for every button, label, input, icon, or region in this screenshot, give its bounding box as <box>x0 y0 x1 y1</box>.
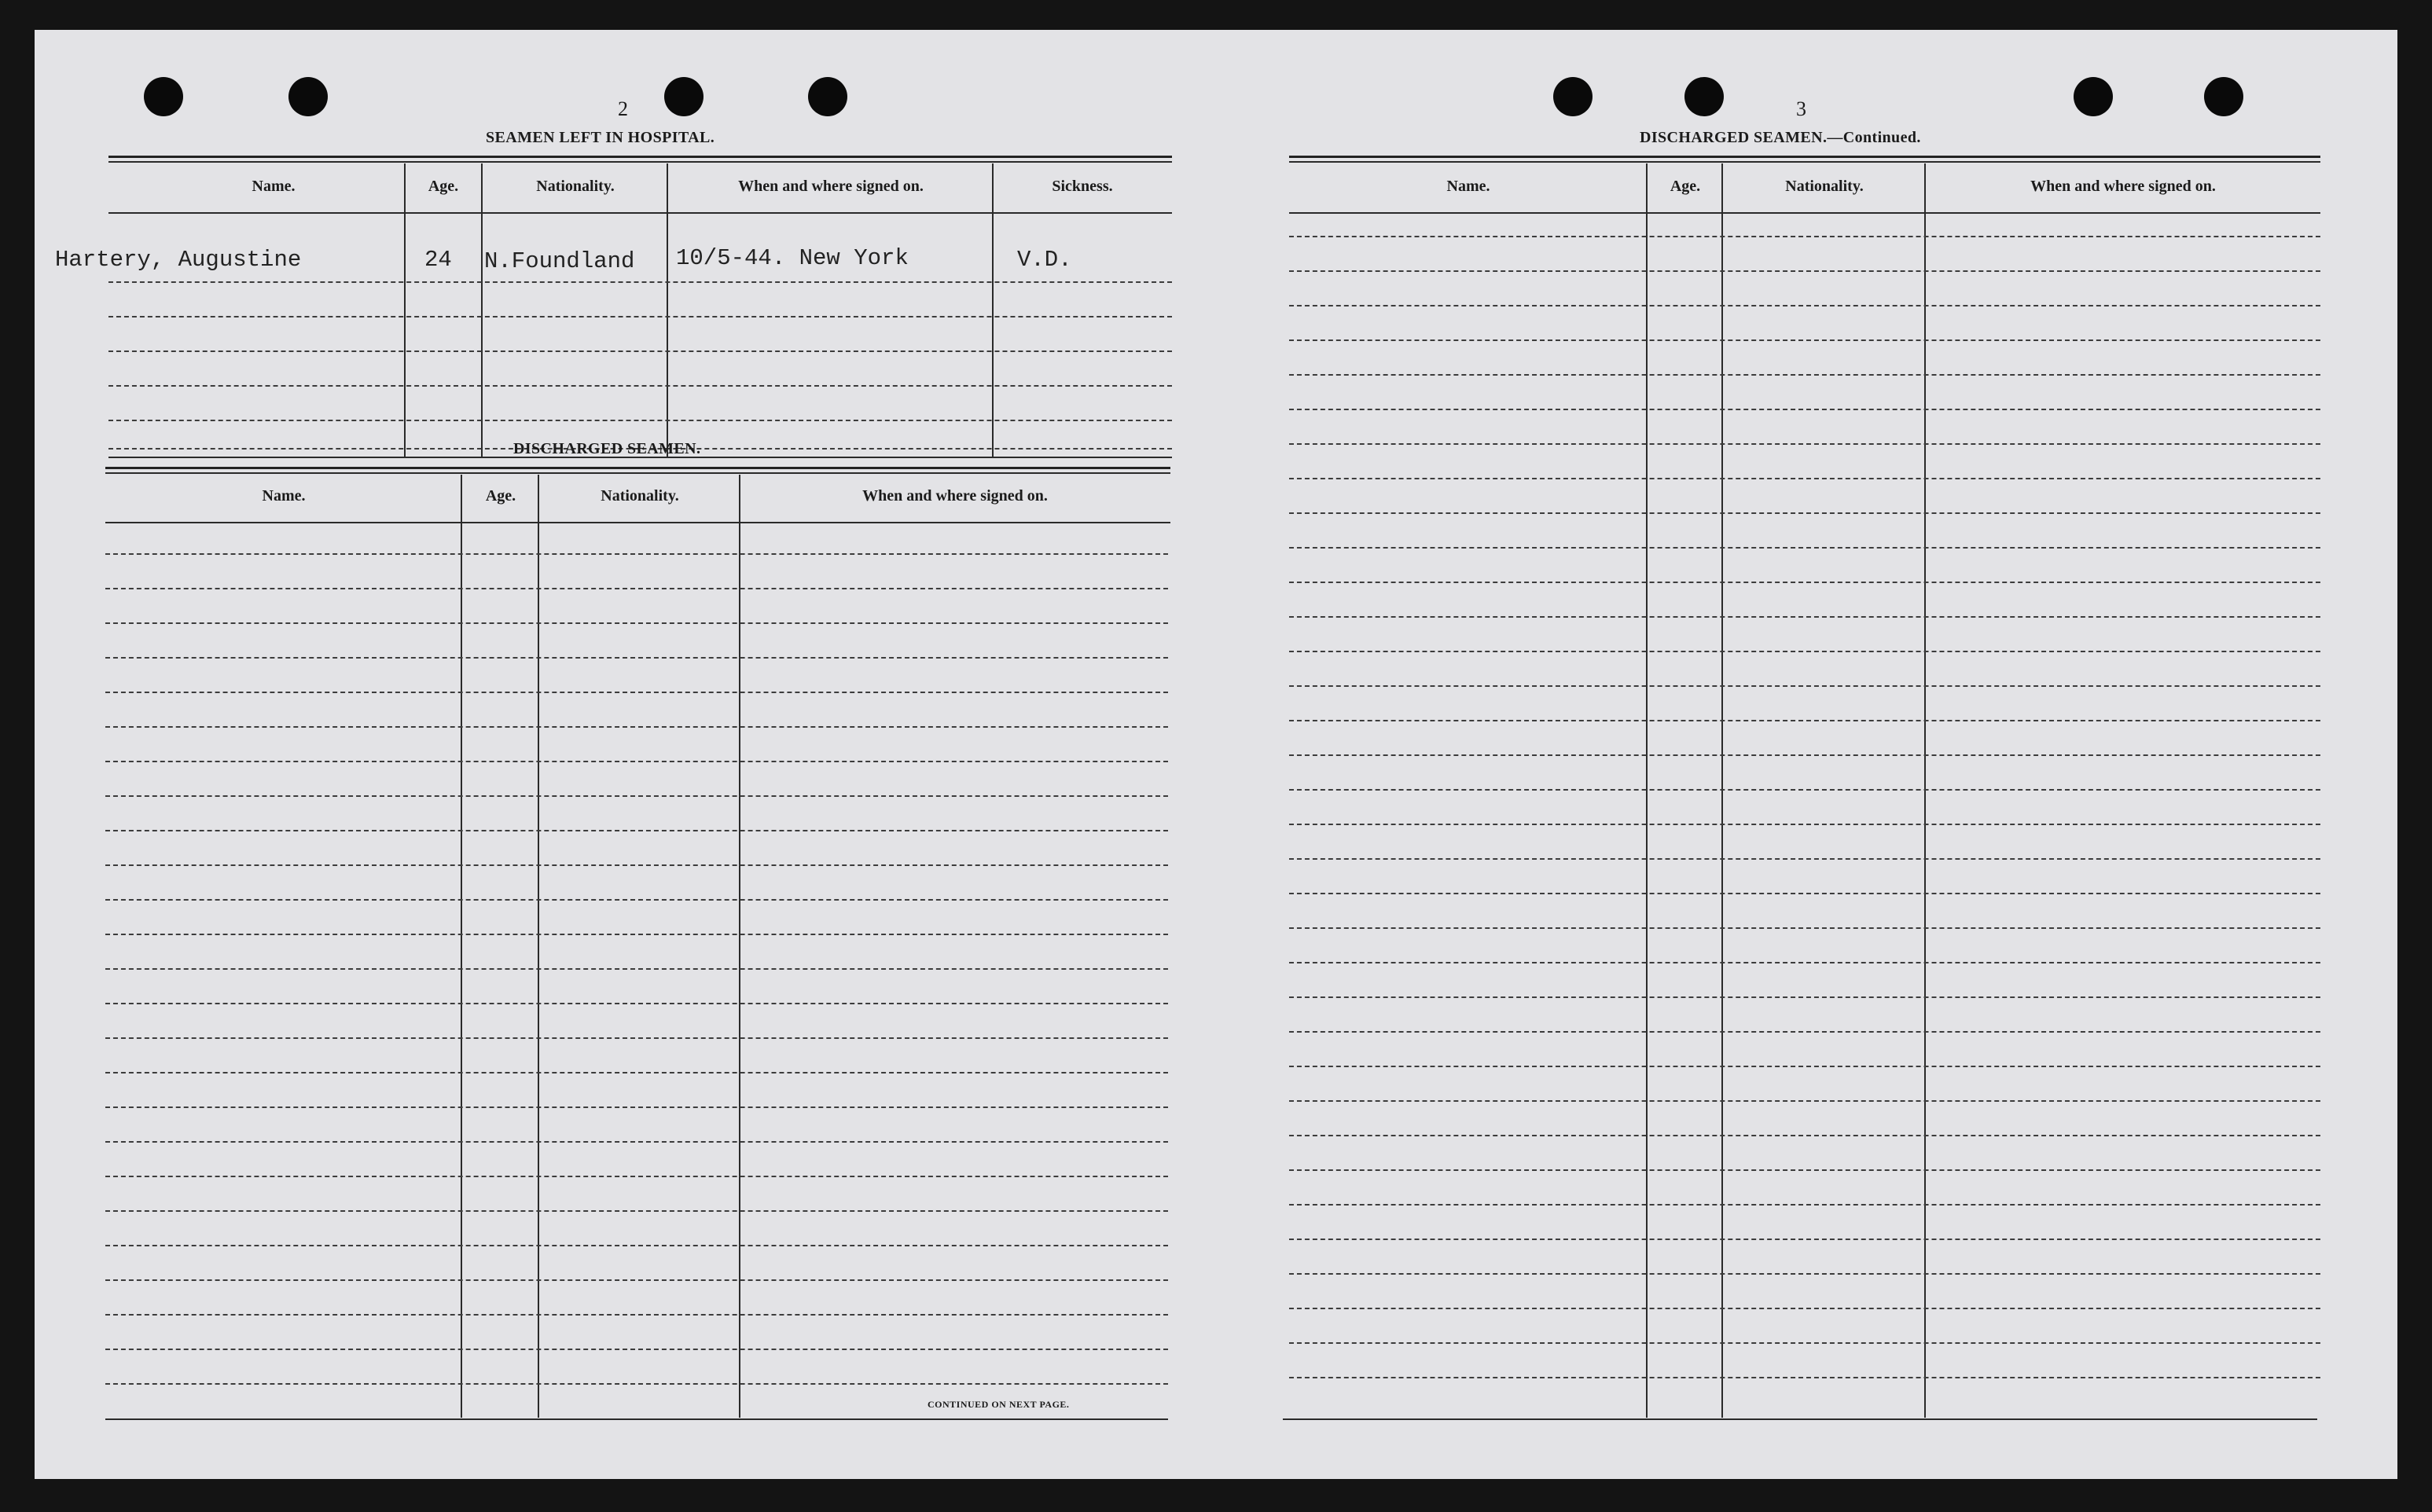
ruled-line <box>105 1383 1168 1385</box>
hospital-col-divider <box>992 163 994 458</box>
discharged-col-signed-on: When and where signed on. <box>862 487 1048 505</box>
ruled-line <box>105 1003 1168 1004</box>
ruled-line <box>1289 1204 2320 1206</box>
hospital-row-line <box>108 420 1172 421</box>
ruled-line <box>1289 1135 2320 1136</box>
right-col-divider <box>1924 163 1926 1418</box>
ruled-line <box>1289 893 2320 894</box>
ruled-line <box>105 588 1168 589</box>
ruled-line <box>1289 1239 2320 1240</box>
ruled-line <box>105 692 1168 693</box>
discharged-bottom-rule <box>105 1418 1168 1420</box>
hospital-row-line <box>108 316 1172 317</box>
ruled-line <box>1289 824 2320 825</box>
ruled-line <box>1289 927 2320 929</box>
ruled-line <box>105 1106 1168 1108</box>
ruled-line <box>1289 339 2320 341</box>
ruled-line <box>1289 720 2320 721</box>
punch-hole <box>2204 77 2243 116</box>
hospital-col-divider <box>481 163 483 458</box>
hospital-col-divider <box>667 163 668 458</box>
right-top-rule <box>1289 156 2320 158</box>
ruled-line <box>1289 616 2320 618</box>
ruled-line <box>105 899 1168 901</box>
hospital-row-line <box>108 281 1172 283</box>
right-header-rule <box>1289 212 2320 214</box>
hospital-col-age: Age. <box>428 178 459 195</box>
hospital-entry-age: 24 <box>424 247 452 273</box>
right-section-title: DISCHARGED SEAMEN.—Continued. <box>1640 129 1921 146</box>
ruled-line <box>1289 582 2320 583</box>
ruled-line <box>1289 789 2320 791</box>
ruled-line <box>1289 512 2320 514</box>
right-page-number: 3 <box>1796 97 1806 120</box>
hospital-col-divider <box>404 163 406 458</box>
discharged-col-divider <box>739 475 740 1418</box>
ruled-line <box>105 1314 1168 1316</box>
ruled-line <box>105 761 1168 762</box>
discharged-section-title: DISCHARGED SEAMEN. <box>513 440 701 457</box>
ruled-line <box>105 1210 1168 1212</box>
punch-hole <box>144 77 183 116</box>
discharged-col-age: Age. <box>485 487 516 505</box>
ruled-line <box>1289 1031 2320 1033</box>
punch-hole <box>664 77 704 116</box>
hospital-col-sickness: Sickness. <box>1052 178 1113 195</box>
punch-hole <box>2074 77 2113 116</box>
ruled-line <box>105 968 1168 970</box>
ruled-line <box>1289 478 2320 479</box>
ruled-line <box>1289 1100 2320 1102</box>
ruled-line <box>1289 754 2320 756</box>
ruled-line <box>105 1176 1168 1177</box>
ruled-line <box>105 1349 1168 1350</box>
punch-hole <box>1553 77 1593 116</box>
hospital-top-rule-2 <box>108 161 1172 163</box>
ruled-line <box>105 1072 1168 1073</box>
ruled-line <box>1289 305 2320 306</box>
discharged-top-rule-2 <box>105 472 1170 474</box>
ruled-line <box>1289 1169 2320 1171</box>
ruled-line <box>1289 962 2320 963</box>
ruled-line <box>1289 1308 2320 1309</box>
hospital-header-rule <box>108 212 1172 214</box>
hospital-col-name: Name. <box>252 178 296 195</box>
ruled-line <box>105 1279 1168 1281</box>
hospital-entry-signed-on: 10/5-44. New York <box>676 245 909 271</box>
discharged-col-divider <box>461 475 462 1418</box>
hospital-col-signed-on: When and where signed on. <box>738 178 924 195</box>
hospital-section-title: SEAMEN LEFT IN HOSPITAL. <box>486 129 715 146</box>
discharged-col-nationality: Nationality. <box>601 487 679 505</box>
ruled-line <box>105 1141 1168 1143</box>
ruled-line <box>105 830 1168 831</box>
document-sheet <box>35 30 2397 1479</box>
discharged-col-divider <box>538 475 539 1418</box>
punch-hole <box>1684 77 1724 116</box>
hospital-entry-name: Hartery, Augustine <box>55 247 302 273</box>
ruled-line <box>1289 409 2320 410</box>
continued-note: CONTINUED ON NEXT PAGE. <box>928 1399 1070 1410</box>
ruled-line <box>1289 685 2320 687</box>
ruled-line <box>1289 996 2320 998</box>
discharged-top-rule <box>105 467 1170 469</box>
ruled-line <box>1289 236 2320 237</box>
punch-hole <box>808 77 847 116</box>
punch-hole <box>288 77 328 116</box>
hospital-entry-sickness: V.D. <box>1017 247 1072 273</box>
ruled-line <box>105 795 1168 797</box>
discharged-col-name: Name. <box>262 487 306 505</box>
right-col-name: Name. <box>1446 178 1490 195</box>
ruled-line <box>105 864 1168 866</box>
ruled-line <box>105 1037 1168 1039</box>
ruled-line <box>105 726 1168 728</box>
ruled-line <box>105 622 1168 624</box>
right-bottom-rule <box>1283 1418 2317 1420</box>
right-col-age: Age. <box>1670 178 1701 195</box>
right-col-divider <box>1721 163 1723 1418</box>
right-col-signed-on: When and where signed on. <box>2030 178 2216 195</box>
ruled-line <box>105 657 1168 659</box>
ruled-line <box>1289 651 2320 652</box>
right-col-divider <box>1646 163 1648 1418</box>
ruled-line <box>1289 547 2320 549</box>
ruled-line <box>105 934 1168 935</box>
discharged-header-rule <box>105 522 1170 523</box>
ruled-line <box>1289 374 2320 376</box>
ruled-line <box>1289 270 2320 272</box>
ruled-line <box>1289 1273 2320 1275</box>
left-page-number: 2 <box>618 97 628 120</box>
hospital-row-line <box>108 350 1172 352</box>
hospital-entry-nationality: N.Foundland <box>484 248 635 274</box>
right-col-nationality: Nationality. <box>1785 178 1864 195</box>
hospital-col-nationality: Nationality. <box>536 178 615 195</box>
ruled-line <box>1289 443 2320 445</box>
ruled-line <box>105 553 1168 555</box>
hospital-top-rule <box>108 156 1172 158</box>
right-top-rule-2 <box>1289 161 2320 163</box>
ruled-line <box>105 1245 1168 1246</box>
hospital-row-line <box>108 385 1172 387</box>
ruled-line <box>1289 1066 2320 1067</box>
ruled-line <box>1289 1377 2320 1378</box>
ruled-line <box>1289 858 2320 860</box>
ruled-line <box>1289 1342 2320 1344</box>
